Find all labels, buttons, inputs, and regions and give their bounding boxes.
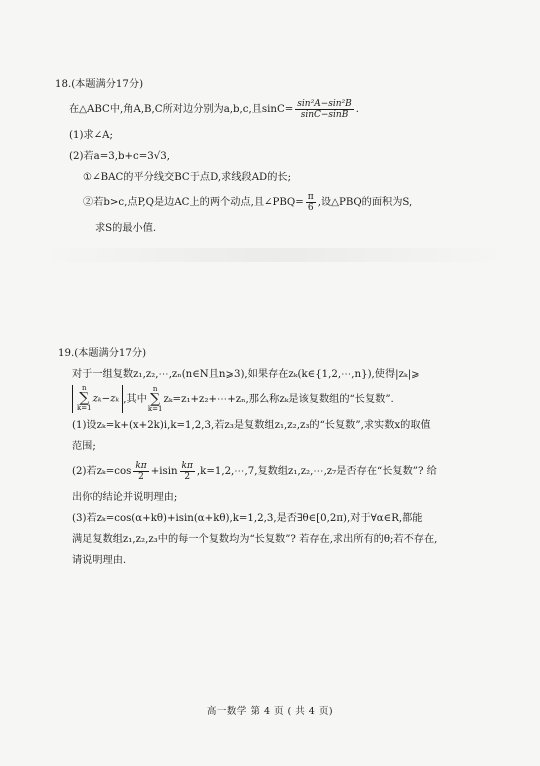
problem-18 xyxy=(55,74,495,239)
scan-smudge xyxy=(40,248,510,262)
page-footer: 高一数学 第 4 页 ( 共 4 页) xyxy=(206,706,334,717)
fraction: $\frac{k\pi}{2}$ xyxy=(181,460,193,482)
problem-18-header: 18.(本题满分17分) xyxy=(55,79,144,90)
sum: n ∑ k=1 xyxy=(147,384,163,413)
subquestion-3-end: 请说明理由. xyxy=(72,555,127,566)
subquestion-3-cont: 满足复数组z₁,z₂,z₃中的每一个复数均为“长复数”? 若存在,求出所有的θ;若不存在, xyxy=(72,534,438,545)
question-2-part-1: ①∠BAC的平分线交BC于点D,求线段AD的长; xyxy=(83,172,292,183)
question-2-part-2-cont: 求S的最小值. xyxy=(95,223,157,234)
question-2: (2)若a=3,b+c=3√3, xyxy=(69,151,170,162)
subquestion-1-cont: 范围; xyxy=(72,441,96,452)
statement-text: 在△ABC中,角A,B,C所对边分别为a,b,c,且sinC= xyxy=(69,104,294,115)
question-2-part-2: ②若b>c,点P,Q是边AC上的两个动点,且∠PBQ= $\frac{\pi}{6}$ ,设△PBQ的面积为S, xyxy=(83,191,413,213)
abs-sum: n ∑ k=1zₖ−zₖ xyxy=(72,385,123,413)
problem-19 xyxy=(58,343,488,571)
subquestion-2-cont: 出你的结论并说明理由; xyxy=(72,492,178,503)
problem-19-statement-cont: n ∑ k=1zₖ−zₖ ,其中n ∑ k=1zₖ=z₁+z₂+⋯+zₙ,那么称zₖ是该复数组的“长复数”. xyxy=(58,385,488,415)
sigma-symbol: ∑ xyxy=(150,390,161,407)
fraction: $\frac{\pi}{6}$ xyxy=(307,191,314,213)
problem-19-header: 19.(本题满分17分) xyxy=(58,348,147,359)
problem-19-statement: 对于一组复数z₁,z₂,⋯,zₙ(n∈N且n⩾3),如果存在zₖ(k∈{1,2,⋯,n}),使得|zₖ|⩾ xyxy=(72,369,420,380)
subquestion-3: (3)若zₖ=cos(α+kθ)+isin(α+kθ),k=1,2,3,是否∃θ∈[0,2π),对于∀α∈R,都能 xyxy=(72,513,423,524)
fraction: $\frac{\text{sin²A−sin²B}}{\sin C-\sin B}$ xyxy=(297,98,352,120)
problem-18-statement: 在△ABC中,角A,B,C所对边分别为a,b,c,且sinC= $\frac{\text{sin²A−sin²B}}{\sin C-\sin B}$ . xyxy=(69,98,360,120)
fraction: $\frac{k\pi}{2}$ xyxy=(135,460,147,482)
subquestion-1: (1)设zₖ=k+(x+2k)i,k=1,2,3,若z₃是复数组z₁,z₂,z₃的“长复数”,求实数x的取值 xyxy=(72,420,431,431)
subquestion-2: (2)若zₖ=cos $\frac{k\pi}{2}$ +isin $\frac{k\pi}{2}$ ,k=1,2,⋯,7,复数组z₁,z₂,⋯,z₇是否存在“长复数”? 给 xyxy=(72,460,437,482)
question-1: (1)求∠A; xyxy=(69,130,113,141)
sigma-symbol: ∑ xyxy=(79,390,90,407)
